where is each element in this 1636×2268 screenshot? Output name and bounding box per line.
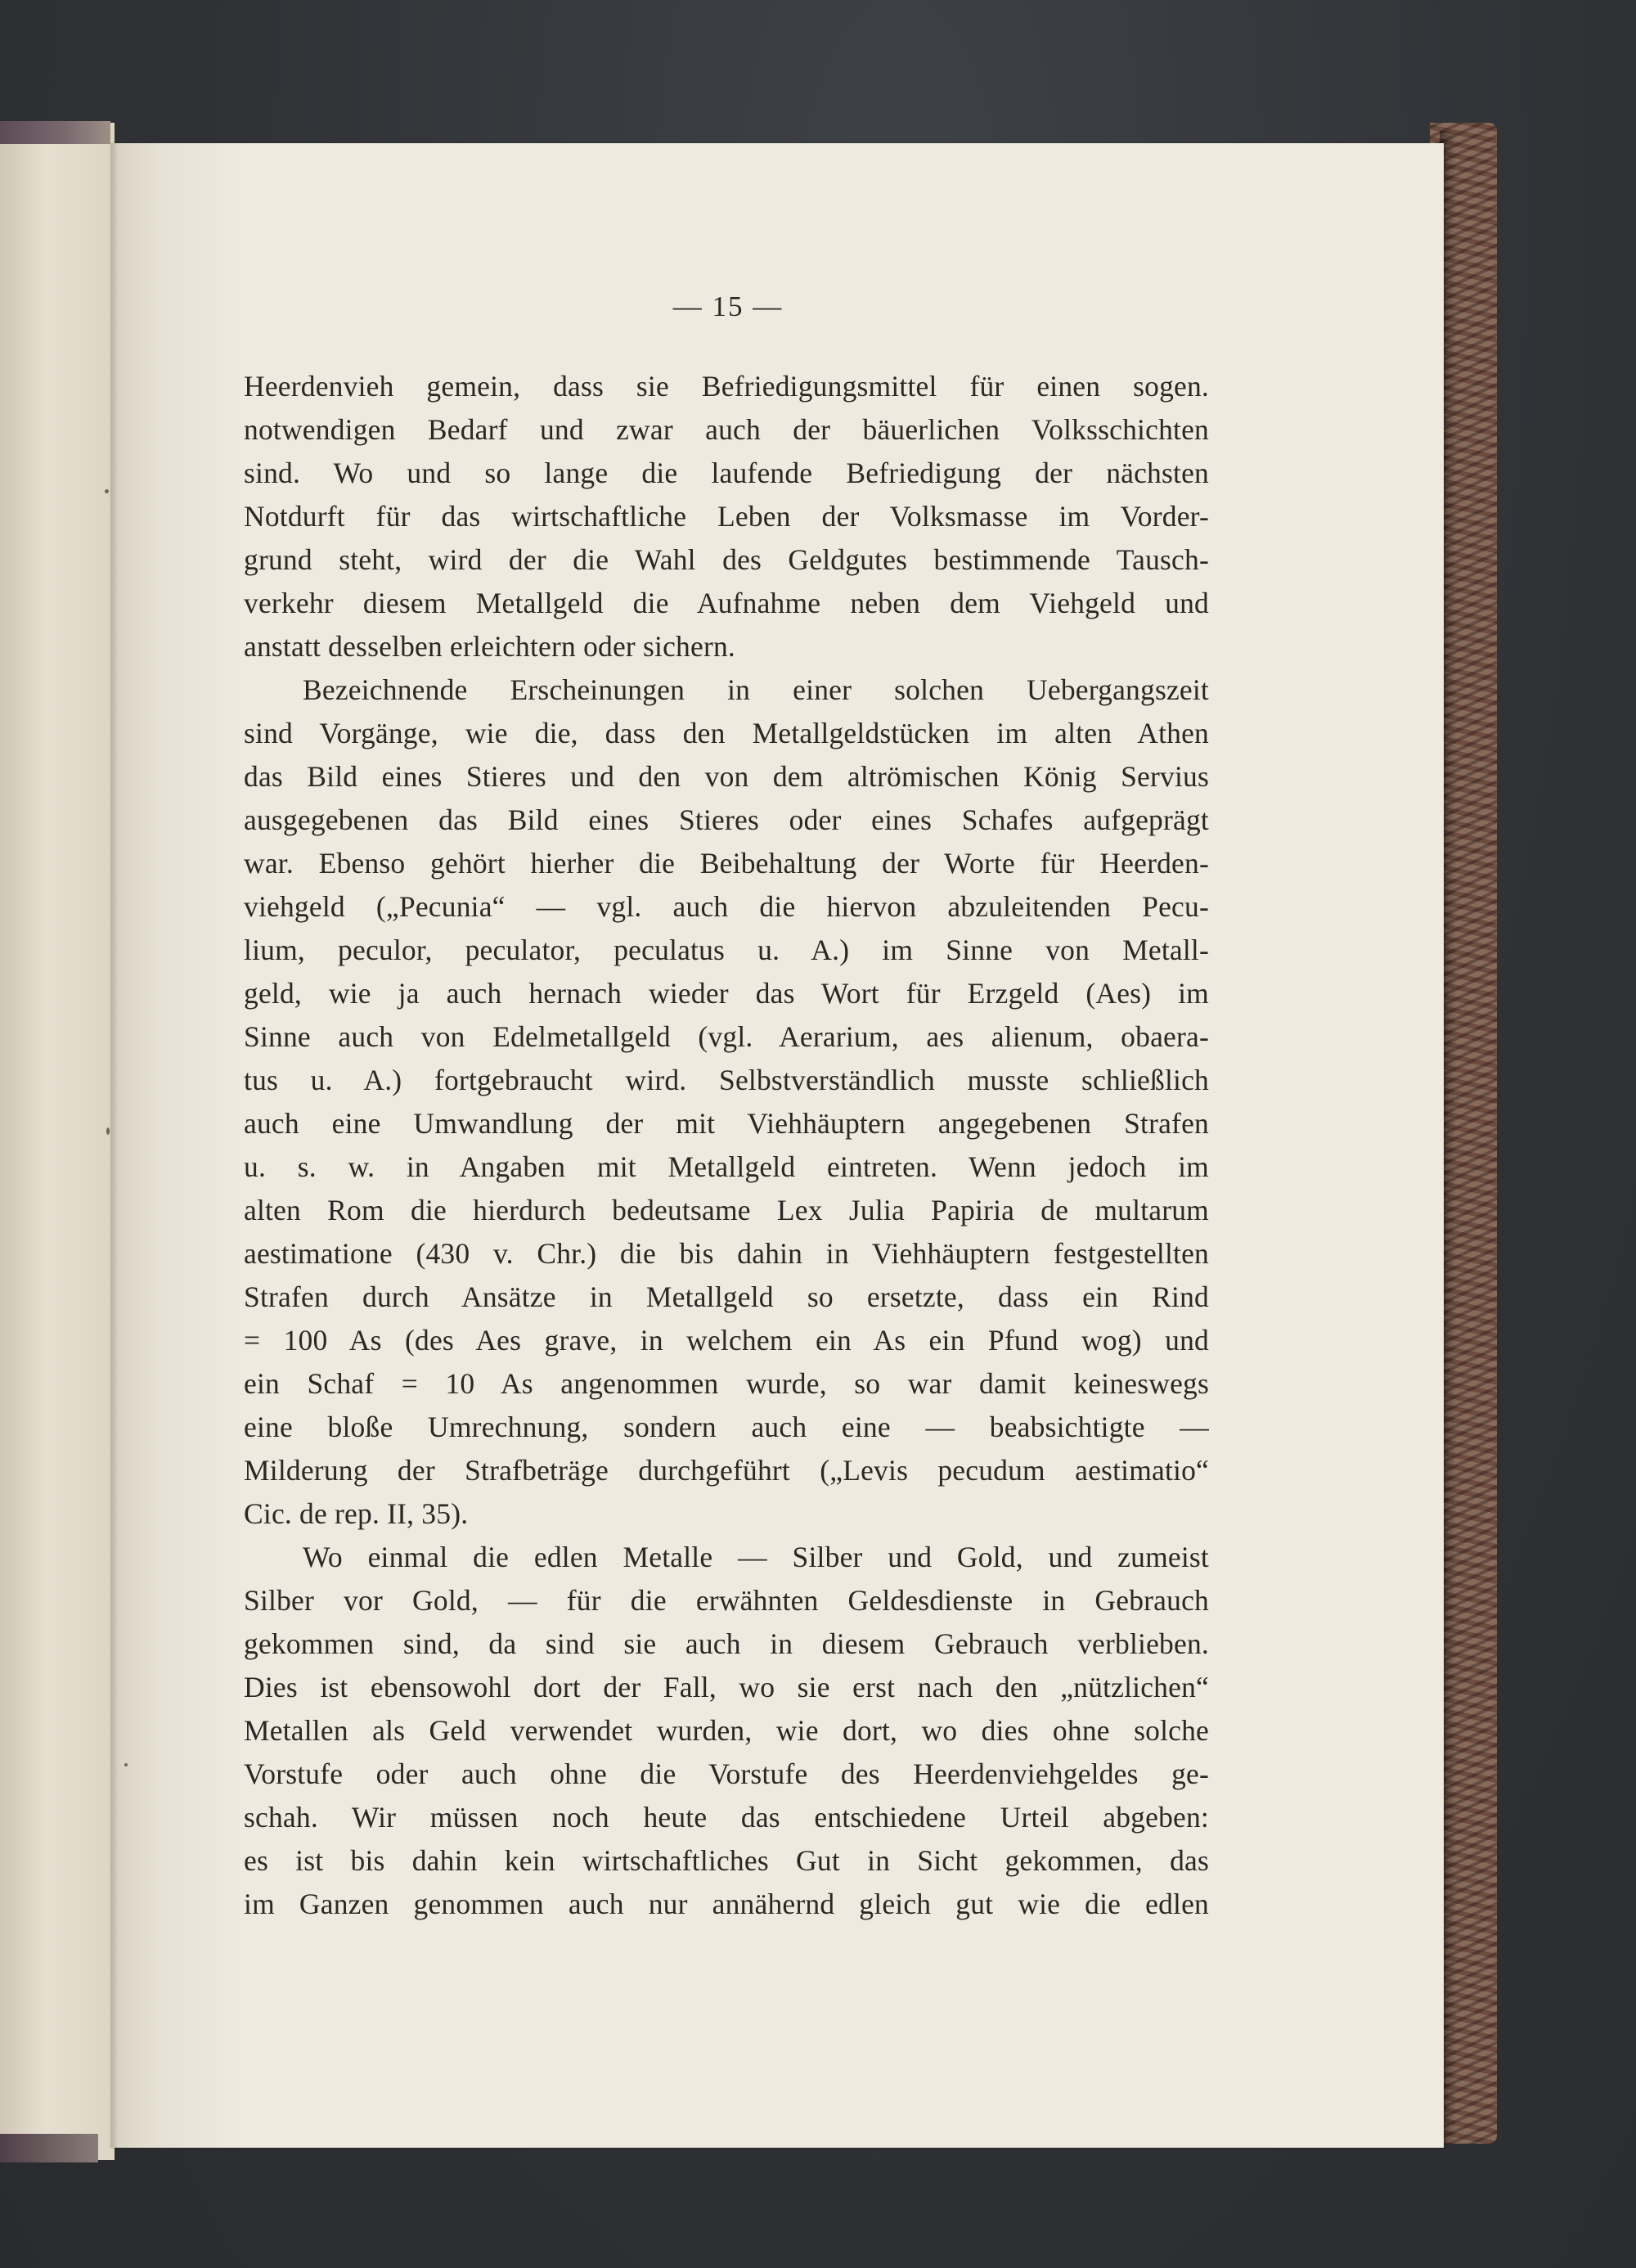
text-line: Metallen als Geld verwendet wurden, wie dort, wo dies ohne solche bbox=[244, 1714, 1209, 1747]
text-line: ausgegebenen das Bild eines Stieres oder eines Schafes aufgeprägt bbox=[244, 803, 1209, 836]
text-line: sind. Wo und so lange die laufende Befriedigung der nächsten bbox=[244, 457, 1209, 489]
paragraph bbox=[244, 1536, 1209, 1926]
text-line: auch eine Umwandlung der mit Viehhäuptern angegebenen Strafen bbox=[244, 1107, 1209, 1140]
text-line: das Bild eines Stieres und den von dem altrömischen König Servius bbox=[244, 760, 1209, 793]
body-text bbox=[244, 365, 1209, 1926]
text-line: sind Vorgänge, wie die, dass den Metallgeldstücken im alten Athen bbox=[244, 717, 1209, 749]
text-line: grund steht, wird der die Wahl des Geldgutes bestimmende Tausch- bbox=[244, 543, 1209, 576]
text-line: Vorstufe oder auch ohne die Vorstufe des Heerdenviehgeldes ge- bbox=[244, 1757, 1209, 1790]
text-line: Wo einmal die edlen Metalle — Silber und Gold, und zumeist bbox=[303, 1541, 1209, 1573]
page-speck bbox=[106, 1127, 110, 1135]
text-line: Dies ist ebensowohl dort der Fall, wo sie erst nach den „nützlichen“ bbox=[244, 1671, 1209, 1703]
text-line: verkehr diesem Metallgeld die Aufnahme neben dem Viehgeld und bbox=[244, 587, 1209, 619]
text-line: alten Rom die hierdurch bedeutsame Lex Julia Papiria de multarum bbox=[244, 1194, 1209, 1226]
text-line: Cic. de rep. II, 35). bbox=[244, 1497, 469, 1530]
text-line: schah. Wir müssen noch heute das entschiedene Urteil abgeben: bbox=[244, 1801, 1209, 1834]
text-line: Notdurft für das wirtschaftliche Leben der Volksmasse im Vorder- bbox=[244, 500, 1209, 533]
text-line: war. Ebenso gehört hierher die Beibehaltung der Worte für Heerden- bbox=[244, 847, 1209, 880]
text-line: Milderung der Strafbeträge durchgeführt („Levis pecudum aestimatio“ bbox=[244, 1454, 1209, 1487]
text-line: anstatt desselben erleichtern oder sichern. bbox=[244, 630, 736, 663]
page-number: — 15 — bbox=[672, 290, 784, 322]
text-line: u. s. w. in Angaben mit Metallgeld eintreten. Wenn jedoch im bbox=[244, 1150, 1209, 1183]
text-line: Sinne auch von Edelmetallgeld (vgl. Aerarium, aes alienum, obaera- bbox=[244, 1020, 1209, 1053]
text-line: aestimatione (430 v. Chr.) die bis dahin in Viehhäuptern festgestellten bbox=[244, 1237, 1209, 1270]
page-speck bbox=[124, 1763, 128, 1766]
text-line: gekommen sind, da sind sie auch in diesem Gebrauch verblieben. bbox=[244, 1627, 1209, 1660]
text-line: ein Schaf = 10 As angenommen wurde, so war damit keineswegs bbox=[244, 1367, 1209, 1400]
text-line: eine bloße Umrechnung, sondern auch eine — beabsichtigte — bbox=[244, 1411, 1209, 1443]
left-cover-edge-bottom bbox=[0, 2134, 98, 2162]
page-speck bbox=[105, 489, 109, 493]
text-line: Strafen durch Ansätze in Metallgeld so ersetzte, dass ein Rind bbox=[244, 1280, 1209, 1313]
text-line: Heerdenvieh gemein, dass sie Befriedigungsmittel für einen sogen. bbox=[244, 370, 1209, 403]
paragraph bbox=[244, 365, 1209, 668]
text-line: im Ganzen genommen auch nur annähernd gleich gut wie die edlen bbox=[244, 1888, 1209, 1920]
paragraph bbox=[244, 668, 1209, 1536]
text-line: Silber vor Gold, — für die erwähnten Geldesdienste in Gebrauch bbox=[244, 1584, 1209, 1617]
text-line: viehgeld („Pecunia“ — vgl. auch die hiervon abzuleitenden Pecu- bbox=[244, 890, 1209, 923]
text-line: lium, peculor, peculator, peculatus u. A.) im Sinne von Metall- bbox=[244, 934, 1209, 966]
text-line: tus u. A.) fortgebraucht wird. Selbstverständlich musste schließlich bbox=[244, 1064, 1209, 1096]
text-line: = 100 As (des Aes grave, in welchem ein As ein Pfund wog) und bbox=[244, 1324, 1209, 1357]
facing-page-edge bbox=[0, 123, 115, 2160]
text-line: Bezeichnende Erscheinungen in einer solchen Uebergangszeit bbox=[303, 673, 1209, 706]
page-gutter-shadow bbox=[110, 143, 119, 2148]
left-cover-edge-top bbox=[0, 121, 110, 144]
text-line: geld, wie ja auch hernach wieder das Wort für Erzgeld (Aes) im bbox=[244, 977, 1209, 1010]
text-line: es ist bis dahin kein wirtschaftliches Gut in Sicht gekommen, das bbox=[244, 1844, 1209, 1877]
text-line: notwendigen Bedarf und zwar auch der bäuerlichen Volksschichten bbox=[244, 413, 1209, 446]
